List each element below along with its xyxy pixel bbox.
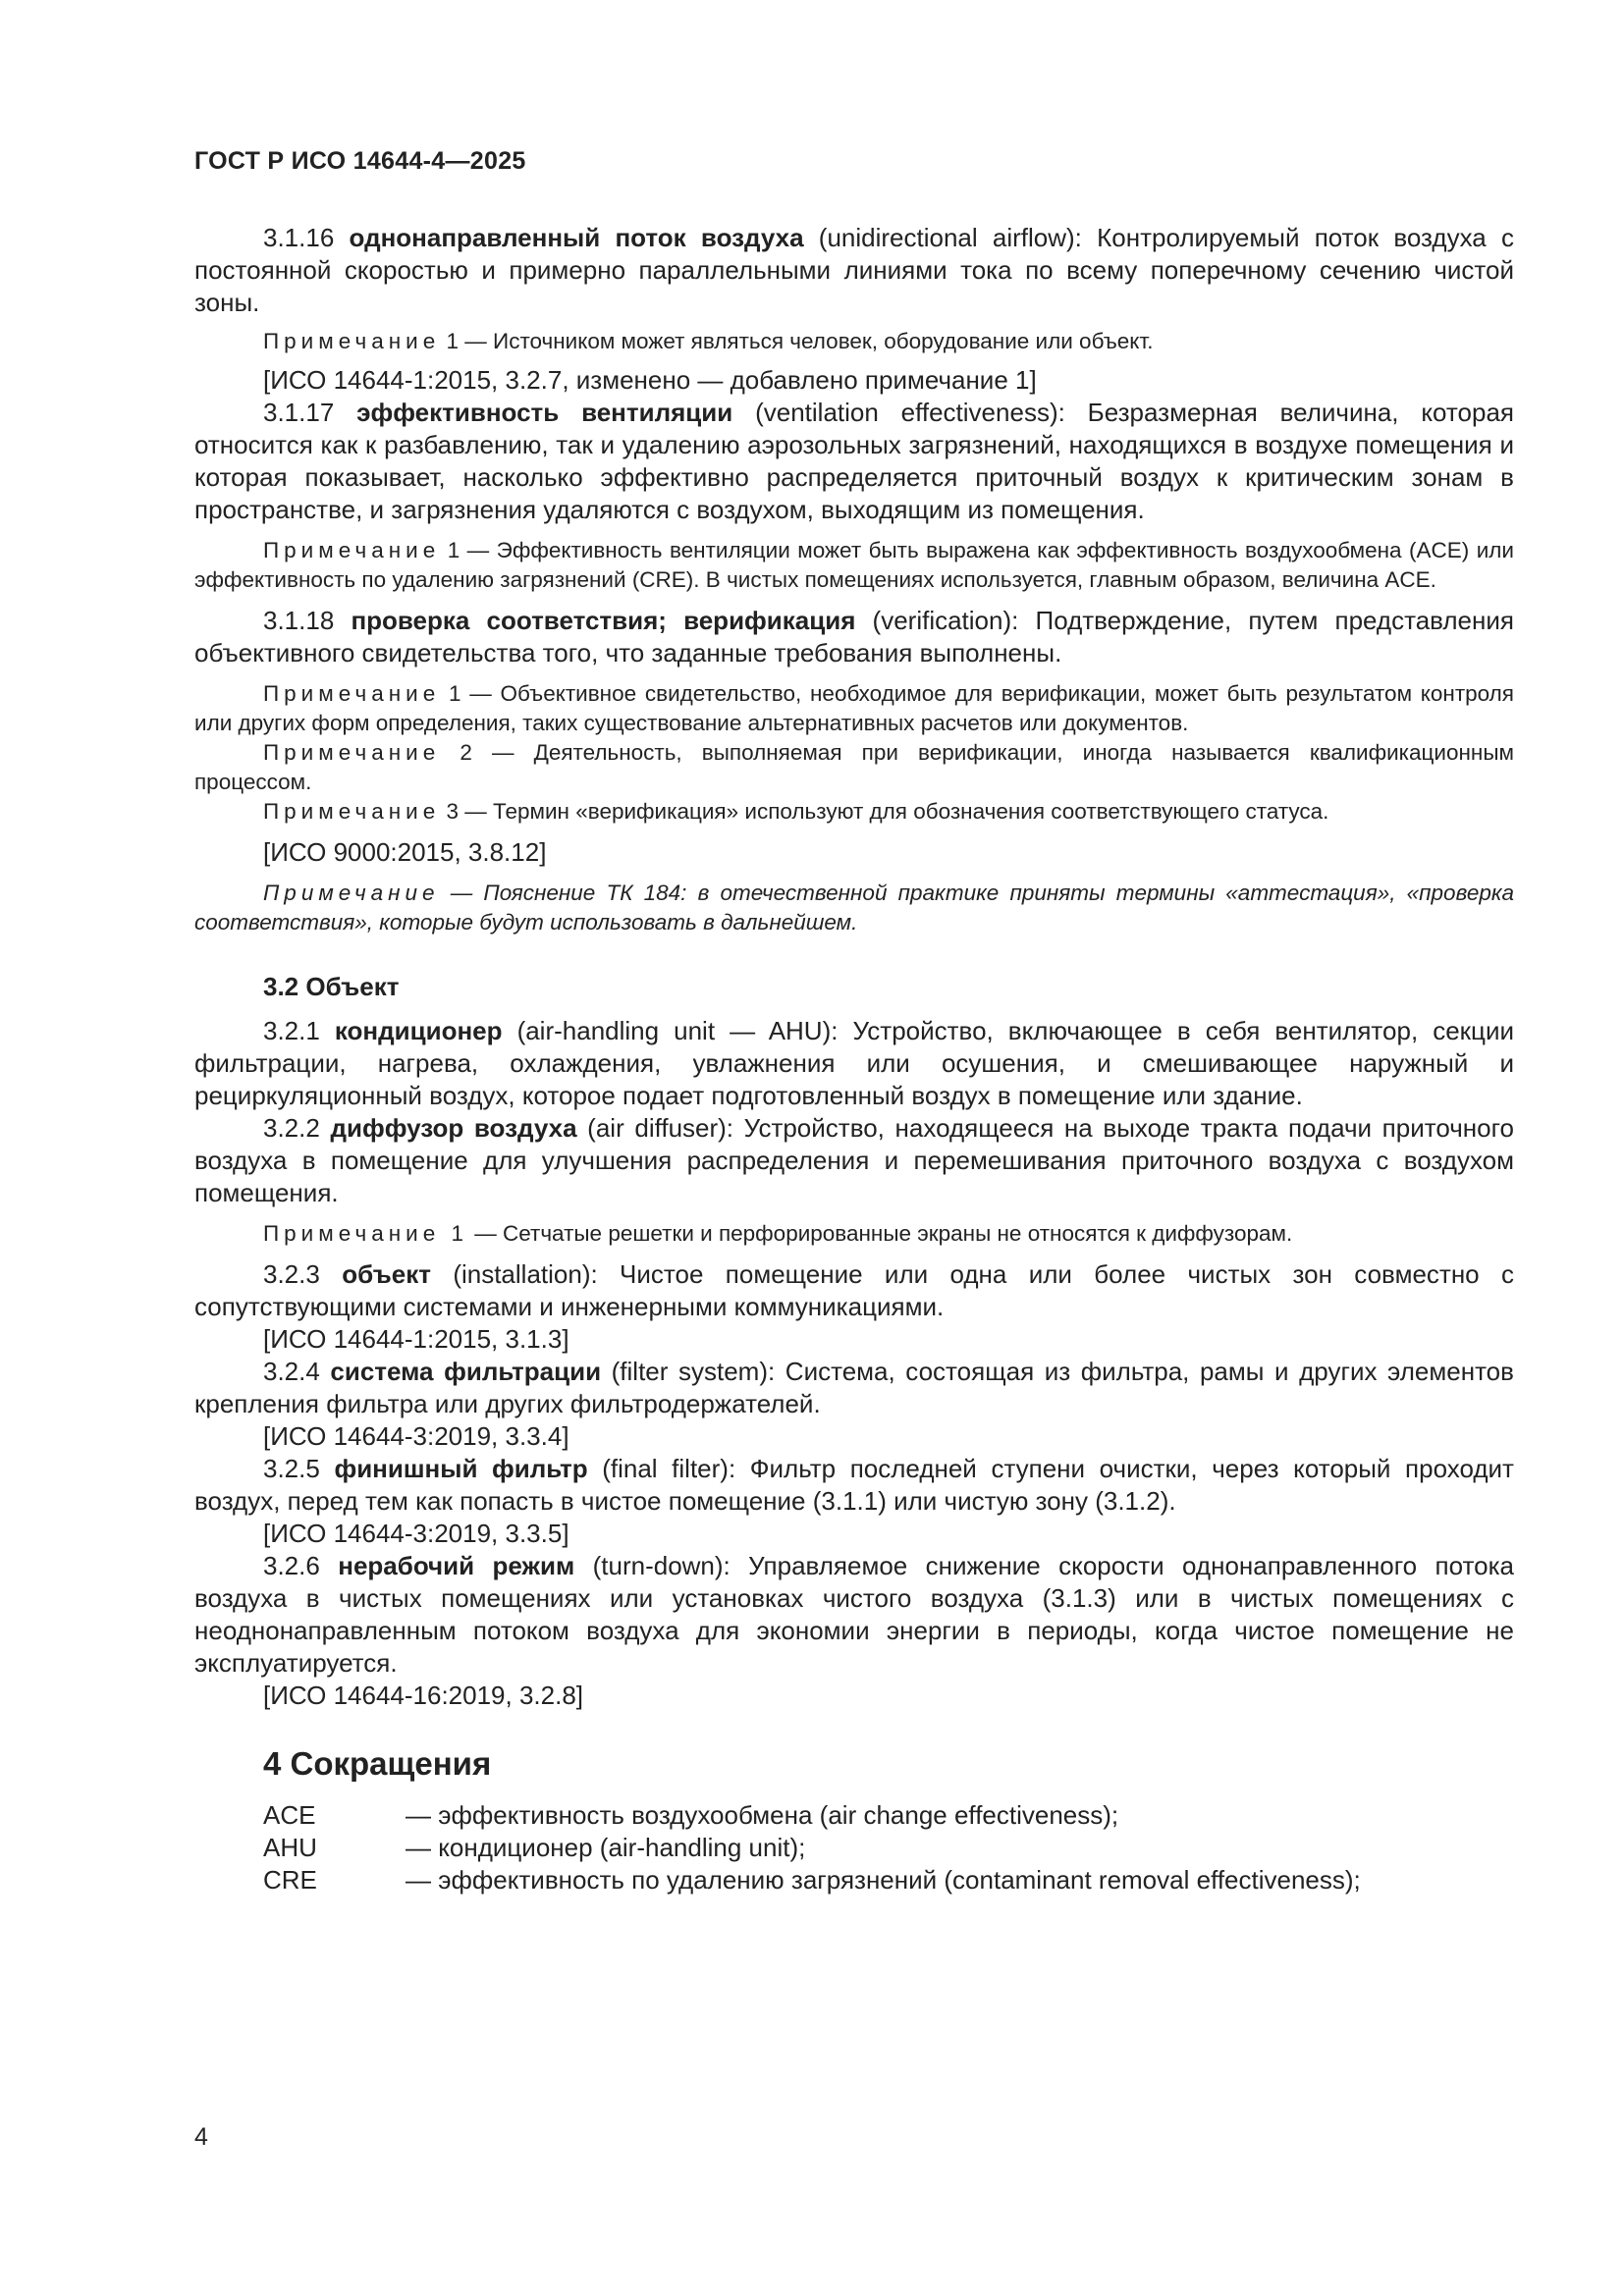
abbreviation-row bbox=[194, 1832, 1514, 1864]
term-body: (turn-down): Управляемое снижение скорости однонаправленного потока воздуха в чистых помещениях или установках чистого воздуха (3.1.3) или в чистых помещениях с неоднонаправленным потоком воздуха для экономии энергии в периоды, когда чистое помещение не эксплуатируется. bbox=[194, 1551, 1514, 1678]
abbreviation-code: CRE bbox=[263, 1865, 317, 1895]
term-body: (filter system): Система, состоящая из фильтра, рамы и других элементов крепления фильтра или других фильтродержателей. bbox=[194, 1357, 1514, 1418]
term-number: 3.2.5 bbox=[263, 1454, 320, 1483]
note-label: Примечание bbox=[263, 538, 441, 562]
term-number: 3.1.18 bbox=[263, 606, 335, 635]
term-title: объект bbox=[342, 1259, 431, 1289]
page-number: 4 bbox=[194, 2123, 208, 2151]
note-text: 2 — Деятельность, выполняемая при верификации, иногда называется квалификационным процессом. bbox=[194, 740, 1514, 794]
page-content bbox=[194, 222, 1514, 1896]
term-3-2-6 bbox=[194, 1550, 1514, 1680]
note bbox=[194, 536, 1514, 595]
term-number: 3.2.1 bbox=[263, 1016, 320, 1045]
note bbox=[194, 797, 1514, 827]
note-label: Примечание bbox=[263, 740, 441, 765]
term-body: (verification): Подтверждение, путем представления объективного свидетельства того, что заданные требования выполнены. bbox=[194, 606, 1514, 667]
reference: [ИСО 14644-3:2019, 3.3.4] bbox=[263, 1421, 569, 1451]
note bbox=[194, 679, 1514, 738]
reference: [ИСО 14644-1:2015, 3.1.3] bbox=[263, 1324, 569, 1354]
term-title: система фильтрации bbox=[330, 1357, 602, 1386]
term-title: однонаправленный поток воздуха bbox=[349, 223, 804, 252]
abbreviation-code: AHU bbox=[263, 1833, 317, 1862]
note-text: 1 — Источником может являться человек, оборудование или объект. bbox=[446, 329, 1154, 353]
term-number: 3.2.2 bbox=[263, 1113, 320, 1143]
reference: [ИСО 14644-1:2015, 3.2.7, изменено — добавлено примечание 1] bbox=[263, 365, 1037, 395]
term-3-1-17 bbox=[194, 397, 1514, 526]
term-body: (air-handling unit — AHU): Устройство, включающее в себя вентилятор, секции фильтрации, нагрева, охлаждения, увлажнения или осушения, и смешивающее наружный и рециркуляционный воздух, которое подает подготовленный воздух в помещение или здание. bbox=[194, 1016, 1514, 1110]
note bbox=[194, 327, 1514, 356]
term-number: 3.1.16 bbox=[263, 223, 335, 252]
note-text: 1 — Эффективность вентиляции может быть выражена как эффективность воздухообмена (ACE) или эффективность по удалению загрязнений (CRE). В чистых помещениях используется, главным образом, величина ACE. bbox=[194, 538, 1514, 592]
document-header: ГОСТ Р ИСО 14644-4—2025 bbox=[194, 147, 526, 175]
note-text: 3 — Термин «верификация» используют для обозначения соответствующего статуса. bbox=[446, 799, 1329, 824]
term-number: 3.1.17 bbox=[263, 398, 335, 427]
term-number: 3.2.4 bbox=[263, 1357, 320, 1386]
note-text: 1 — Объективное свидетельство, необходимое для верификации, может быть результатом контроля или других форм определения, таких существование альтернативных расчетов или документов. bbox=[194, 681, 1514, 735]
abbreviation-definition: — эффективность по удалению загрязнений (contaminant removal effectiveness); bbox=[406, 1865, 1361, 1895]
reference: [ИСО 14644-16:2019, 3.2.8] bbox=[263, 1681, 584, 1710]
note-text: — Пояснение ТК 184: в отечественной практике приняты термины «аттестация», «проверка соответствия», которые будут использовать в дальнейшем. bbox=[194, 881, 1514, 934]
term-number: 3.2.3 bbox=[263, 1259, 320, 1289]
note bbox=[194, 738, 1514, 797]
term-body: (ventilation effectiveness): Безразмерная величина, которая относится как к разбавлению, так и удалению аэрозольных загрязнений, находящихся в воздухе помещения и которая показывает, насколько эффективно распределяется приточный воздух к критическим зонам в пространстве, и загрязнения удаляются с воздухом, выходящим из помещения. bbox=[194, 398, 1514, 524]
term-3-2-1 bbox=[194, 1015, 1514, 1112]
term-body: (unidirectional airflow): Контролируемый поток воздуха с постоянной скоростью и примерно параллельными линиями тока по всему поперечному сечению чистой зоны. bbox=[194, 223, 1514, 317]
section-heading-4: 4 Сокращения bbox=[263, 1745, 492, 1782]
note-label: Примечание bbox=[263, 881, 440, 905]
note-label: Примечание bbox=[263, 329, 441, 353]
term-3-2-4 bbox=[194, 1356, 1514, 1420]
tk-note bbox=[194, 879, 1514, 937]
term-title: финишный фильтр bbox=[334, 1454, 588, 1483]
abbreviation-row bbox=[194, 1864, 1514, 1896]
note bbox=[194, 1219, 1514, 1249]
term-number: 3.2.6 bbox=[263, 1551, 320, 1580]
reference: [ИСО 9000:2015, 3.8.12] bbox=[263, 837, 547, 867]
term-body: (installation): Чистое помещение или одна или более чистых зон совместно с сопутствующими системами и инженерными коммуникациями. bbox=[194, 1259, 1514, 1321]
term-body: (air diffuser): Устройство, находящееся на выходе тракта подачи приточного воздуха в помещение для улучшения распределения и перемешивания приточного воздуха с воздухом помещения. bbox=[194, 1113, 1514, 1207]
abbreviation-row bbox=[194, 1799, 1514, 1832]
abbreviation-code: ACE bbox=[263, 1800, 316, 1830]
term-title: нерабочий режим bbox=[338, 1551, 575, 1580]
term-3-2-2 bbox=[194, 1112, 1514, 1209]
term-3-2-5 bbox=[194, 1453, 1514, 1518]
term-title: эффективность вентиляции bbox=[356, 398, 733, 427]
term-3-1-16 bbox=[194, 222, 1514, 319]
term-3-2-3 bbox=[194, 1258, 1514, 1323]
note-label: Примечание 1 bbox=[263, 1221, 468, 1246]
term-title: диффузор воздуха bbox=[330, 1113, 577, 1143]
reference: [ИСО 14644-3:2019, 3.3.5] bbox=[263, 1519, 569, 1548]
term-title: проверка соответствия; верификация bbox=[351, 606, 856, 635]
abbreviation-definition: — кондиционер (air-handling unit); bbox=[406, 1833, 806, 1862]
section-heading-3-2: 3.2 Объект bbox=[263, 972, 400, 1001]
term-3-1-18 bbox=[194, 605, 1514, 669]
abbreviation-definition: — эффективность воздухообмена (air change effectiveness); bbox=[406, 1800, 1119, 1830]
note-label: Примечание bbox=[263, 799, 441, 824]
note-text: — Сетчатые решетки и перфорированные экраны не относятся к диффузорам. bbox=[474, 1221, 1293, 1246]
term-body: (final filter): Фильтр последней ступени очистки, через который проходит воздух, перед тем как попасть в чистое помещение (3.1.1) или чистую зону (3.1.2). bbox=[194, 1454, 1514, 1516]
note-label: Примечание bbox=[263, 681, 441, 706]
term-title: кондиционер bbox=[334, 1016, 503, 1045]
